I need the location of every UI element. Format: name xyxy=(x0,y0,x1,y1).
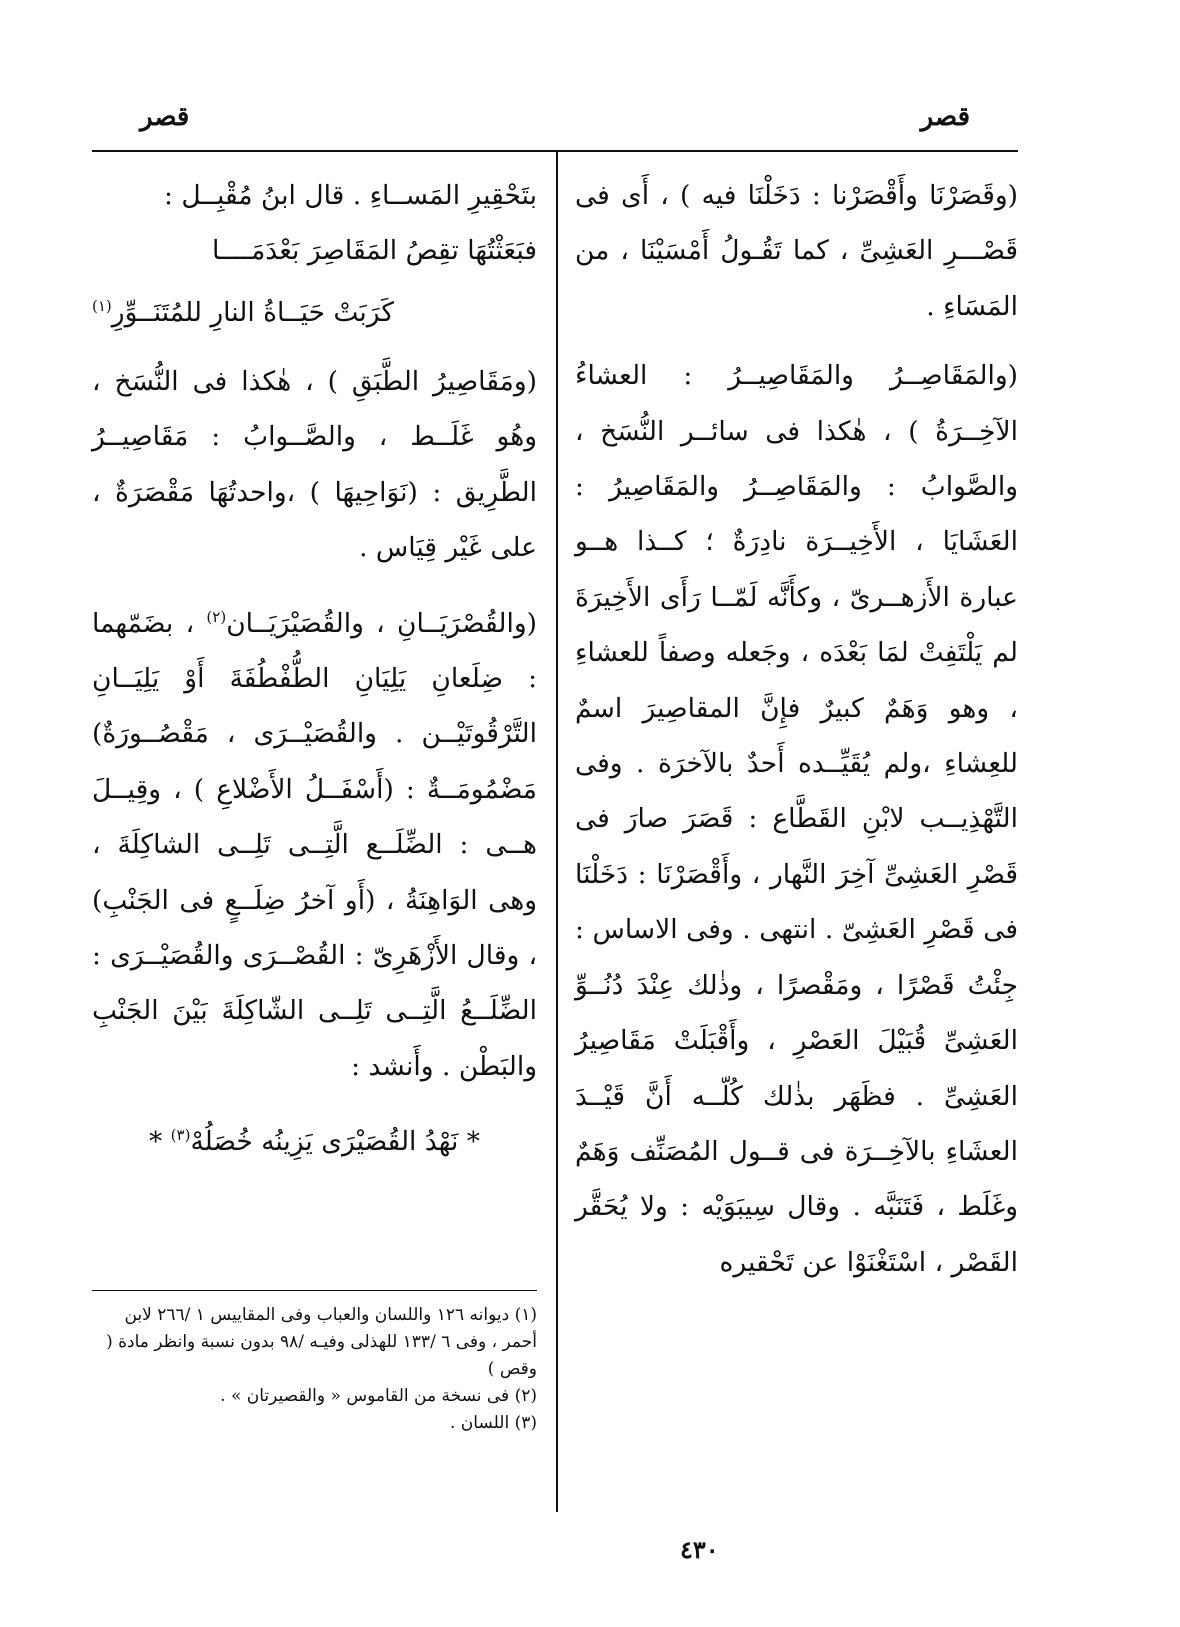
verse-1-text: كَرَبَتْ حَيَــاةُ النارِ للمُتَنَــوِّرِ xyxy=(111,296,395,328)
left-column xyxy=(92,168,537,1169)
right-column xyxy=(575,168,1018,1290)
left-paragraph-2: (ومَقَاصِيرُ الطَّبَقِ ) ، هٰكذا فى النُّسَخ ، وهُو غَلَــط ، والصَّــوابُ : مَقَاصِيــرُ الطَّرِيق : (نَوَاحِيهَا ) ،واحدتُهَا مَقْصَرَةٌ ، على غَيْر قِيَاس . xyxy=(92,366,537,564)
footnote-ref-3: (٣) xyxy=(170,1126,191,1145)
column-divider xyxy=(556,152,558,1512)
left-intro: بتَحْقِيرِ المَســاءِ . قال ابنُ مُقْبِــل : xyxy=(164,180,537,211)
footnote-3: (٣) اللسان . xyxy=(450,1413,537,1433)
verse-2 xyxy=(92,1108,537,1169)
footnote-rule xyxy=(92,1290,537,1291)
footnotes xyxy=(92,1302,537,1437)
footnote-1: (١) ديوانه ١٢٦ واللسان والعباب وفى المقاييس ١ /٢٦٦ لابن أحمر ، وفى ٦ /١٣٣ للهذلى وفيـه /٩٨ بدون نسبة وانظر مادة ( وقص ) xyxy=(106,1305,537,1379)
verse-1-first-hemistich: فبَعَثْتُهَا تقِصُ المَقَاصِرَ بَعْدَمَــــا xyxy=(211,235,537,267)
right-paragraph-2: (والمَقَاصِــرُ والمَقَاصِيــرُ : العشاءُ الآخِــرَةُ ) ، هٰكذا فى سائــر النُّسَخ ، والصَّوابُ : والمَقَاصِــرُ والمَقَاصِيرُ : العَشَايَا ، الأَخِيــرَة نادِرَةٌ ؛ كــذا هــو عبارة الأَزهــرىّ ، وكأَنَّه لَمّــا رَأَى الأَخِيرَةَ لم يَلْتَفِتْ لمَا بَعْدَه ، وجَعله وصفاً للعشاءِ ، وهو وَهَمٌ كبيرٌ فإِنَّ المقاصِيرَ اسمٌ للعِشاءِ ،ولم يُقَيِّــده أَحدٌ بالآخرَة . وفى التَّهْذِيــب لابْنِ القَطَّاع : قَصَرَ صارَ فى قَصْرِ العَشِىِّ آخِرَ النَّهار ، وأَقْصَرْنَا : دَخَلْنَا فى قَصْرِ العَشِىّ . انتهى . وفى الاساس : جِئْتُ قَصْرًا ، ومَقْصرًا ، وذٰلك عِنْدَ دُنُــوِّ العَشِىِّ قُبَيْلَ العَصْرِ ، وأَقْبَلَتْ مَقَاصِيرُ العَشِىِّ . فظَهَر بذٰلك كُلّــه أَنَّ قَيْــدَ العشَاءِ بالآخِــرَة فى قــول المُصَنِّف وَهَمٌ وغَلَط ، فَتَنَبَّه . وقال سِيبَوَيْه : ولا يُحَقَّر القَصْر ، اسْتَغْنَوْا عن تَحْقيره xyxy=(575,360,1018,1278)
running-header-right: قصر xyxy=(920,102,970,132)
running-header-left: قصر xyxy=(140,102,190,132)
left-paragraph-3-start: (والقُصْرَيَــانِ ، والقُصَيْرَيَــان xyxy=(226,607,537,639)
footnote-2: (٢) فى نسخة من القاموس « والقصيرتان » . xyxy=(220,1386,537,1406)
left-paragraph-3-rest: ، بضَمّهما : ضِلَعانِ يَلِيَانِ الطُّفْطُفَةَ أَوْ يَلِيَــانِ التَّرْقُوتَيْــن . والقُصَيْــرَى ، مَقْصُــورَةٌ) مَضْمُومَــةٌ : (أَسْفَــلُ الأَضْلاعِ ) ، وقِيــلَ هــى : الضِّلَــع الَّتِــى تَلِــى الشاكِلَةَ ، وهى الوَاهِنَةُ ، (أَو آخرُ ضِلَــعٍ فى الجَنْبِ) ، وقال الأَزْهَرِىّ : القُصْــرَى والقُصَيْــرَى : الضِّلَــعُ الَّتِــى تَلِــى الشّاكِلَةَ بَيْنَ الجَنْبِ والبَطْن . وأَنشد : xyxy=(92,607,537,1082)
page-number: ٤٣٠ xyxy=(680,1535,719,1564)
footnote-ref-1: (١) xyxy=(92,296,112,315)
right-paragraph-1: (وقَصَرْنَا وأَقْصَرْنا : دَخَلْنَا فيه ) ، أَى فى قَصْـــرِ العَشِىِّ ، كما تَقُـولُ أَمْسَيْنَا ، من المَسَاءِ . xyxy=(575,180,1018,322)
header-rule xyxy=(92,150,1018,152)
verse-2-text: * نَهْدُ القُصَيْرَى يَزِينُه خُصَلُهْ xyxy=(190,1125,480,1157)
footnote-ref-2: (٢) xyxy=(206,607,227,626)
left-paragraph-3 xyxy=(92,590,537,1094)
verse-2-end: * xyxy=(148,1125,171,1157)
verse-1-second-hemistich xyxy=(92,279,537,340)
